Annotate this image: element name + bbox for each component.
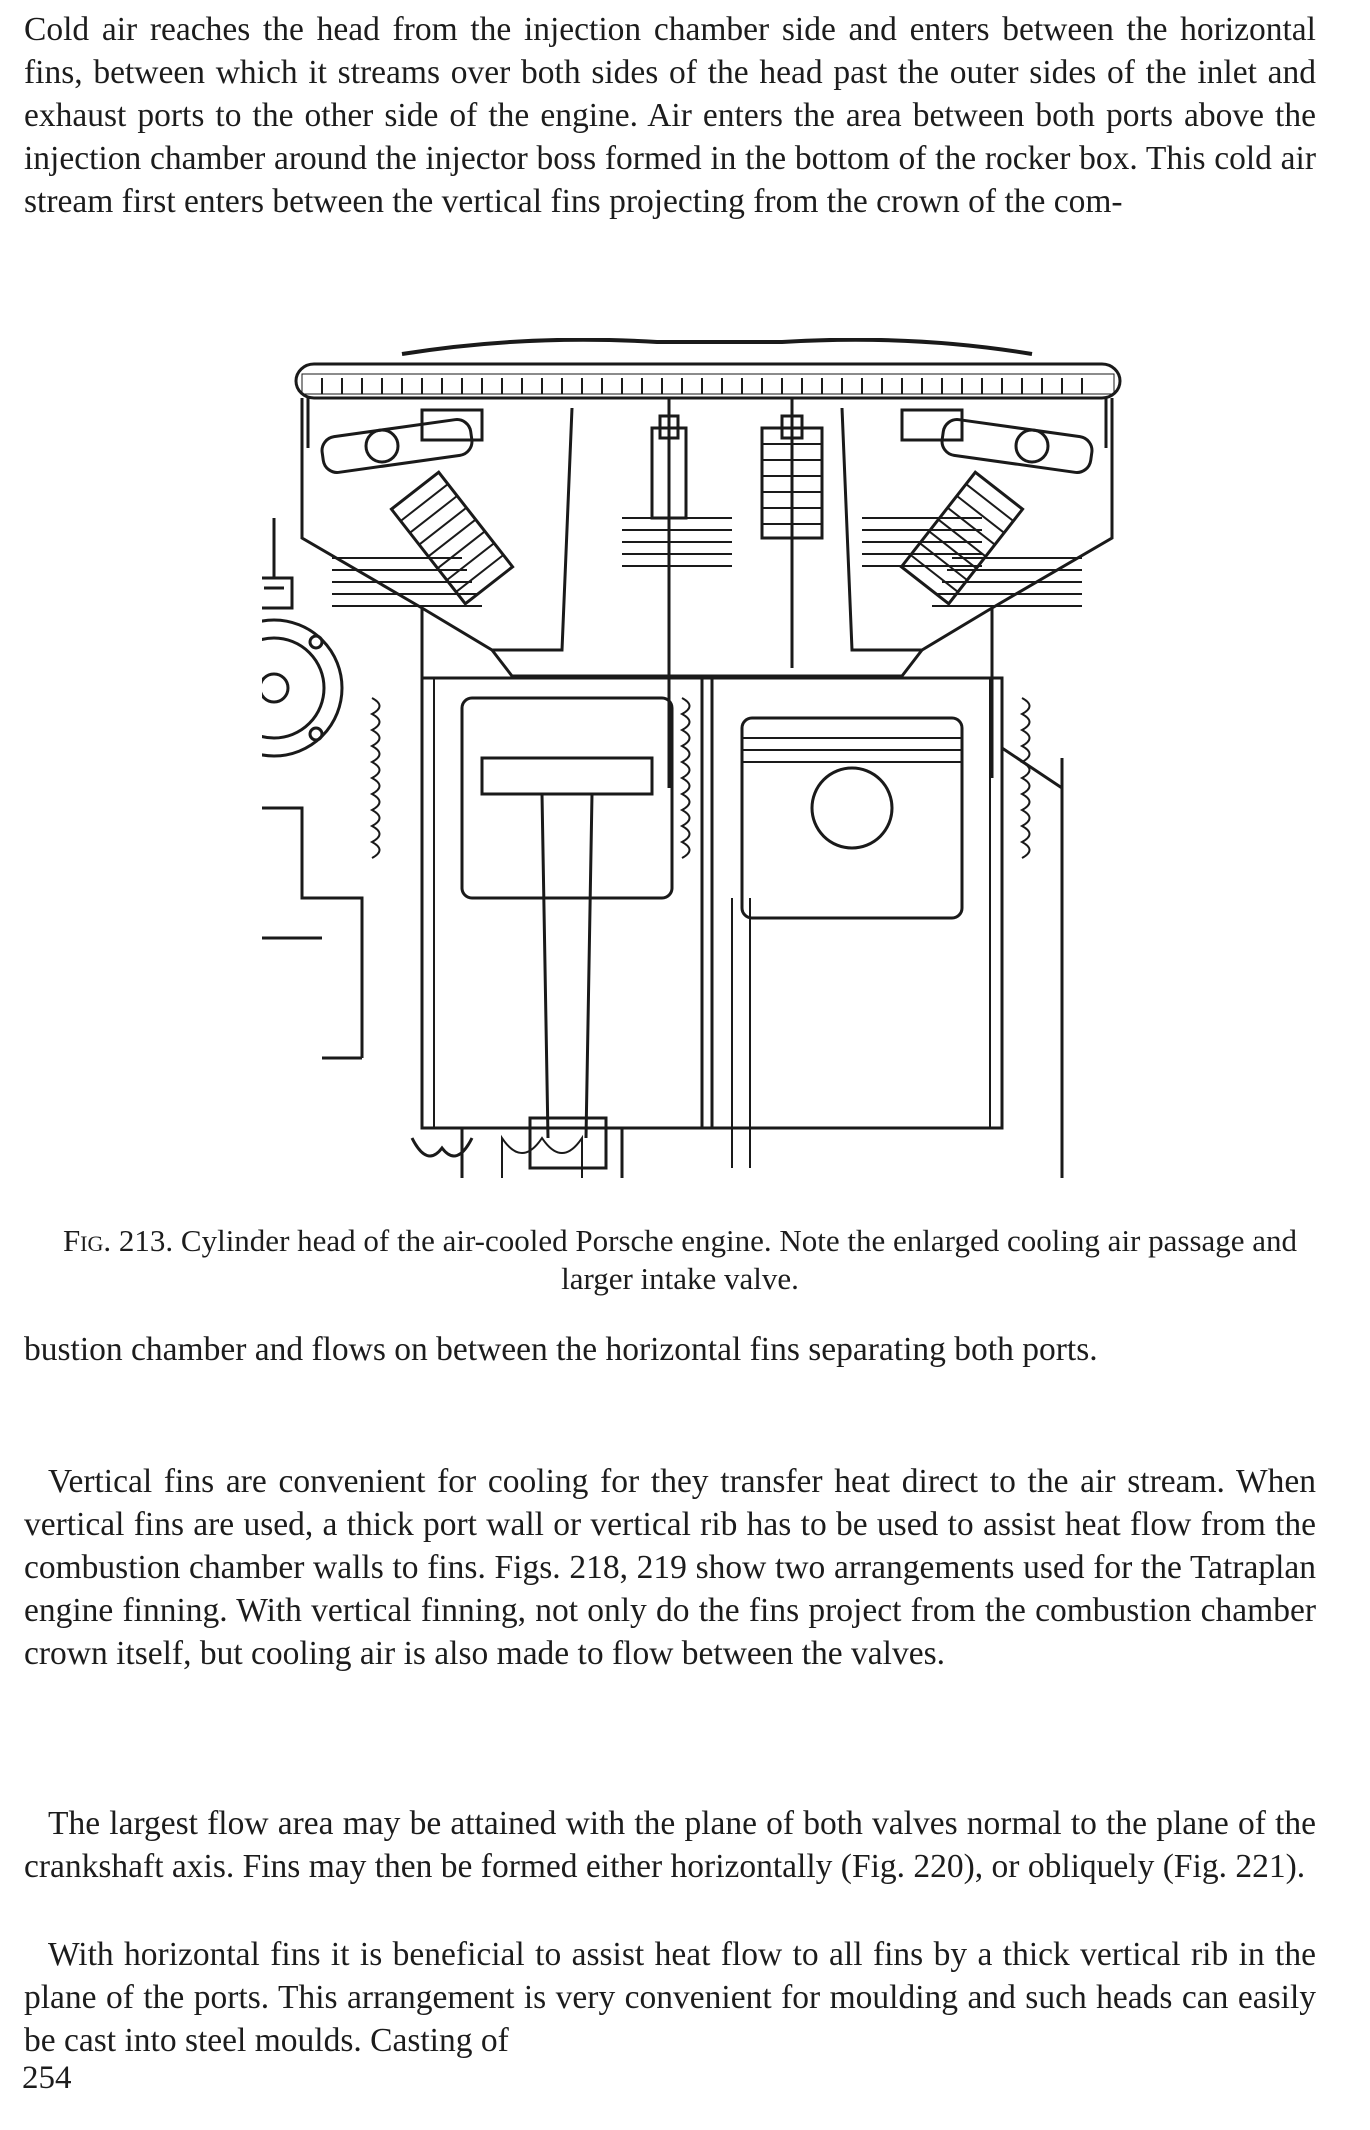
figure-caption-text: Cylinder head of the air-cooled Porsche engine. Note the enlarged cooling air passage and larger intake valve.: [180, 1223, 1298, 1296]
figure-213-cylinder-head-drawing: [262, 338, 1142, 1190]
paragraph-vertical-fins: Vertical fins are convenient for cooling for they transfer heat direct to the air stream. When vertical fins are used, a thick port wall or vertical rib has to be used to assist heat flow from the combustion chamber walls to fins. Figs. 218, 219 show two arrangements used for the Tatraplan engine finning. With vertical finning, not only do the fins project from the combustion chamber crown itself, but cooling air is also made to flow between the valves.: [24, 1463, 1316, 1672]
paragraph-injection-air-flow: Cold air reaches the head from the injection chamber side and enters between the horizontal fins, between which it streams over both sides of the head past the outer sides of the inlet and exhaust ports to the other side of the engine. Air enters the area between both ports above the injection chamber around the injector boss formed in the bottom of the rocker box. This cold air stream first enters between the vertical fins projecting from the crown of the com-: [24, 11, 1316, 220]
crankcase-base: [262, 748, 1062, 1178]
rocker-arms: [320, 410, 1094, 474]
paragraph-continuation: bustion chamber and flows on between the horizontal fins separating both ports.: [24, 1331, 1098, 1368]
paragraph-flow-area: The largest flow area may be attained with the plane of both valves normal to the plane of the crankshaft axis. Fins may then be formed either horizontally (Fig. 220), or obliquely (Fig. 221).: [24, 1805, 1316, 1885]
figure-caption: [40, 1222, 1320, 1298]
right-valve-spring: [901, 472, 1022, 604]
rocker-cover: [296, 340, 1120, 448]
cylinder-barrels: [422, 678, 1002, 1128]
figure-label: Fig. 213.: [62, 1223, 174, 1258]
paragraph-horizontal-fins: With horizontal fins it is beneficial to assist heat flow to all fins by a thick vertical rib in the plane of the ports. This arrangement is very convenient for moulding and such heads can easily be cast into steel moulds. Casting of: [24, 1936, 1316, 2059]
central-valve-springs: [652, 398, 822, 788]
connecting-rod: [530, 794, 750, 1168]
page-number: 254: [22, 2060, 72, 2096]
left-valve-spring: [391, 472, 512, 604]
